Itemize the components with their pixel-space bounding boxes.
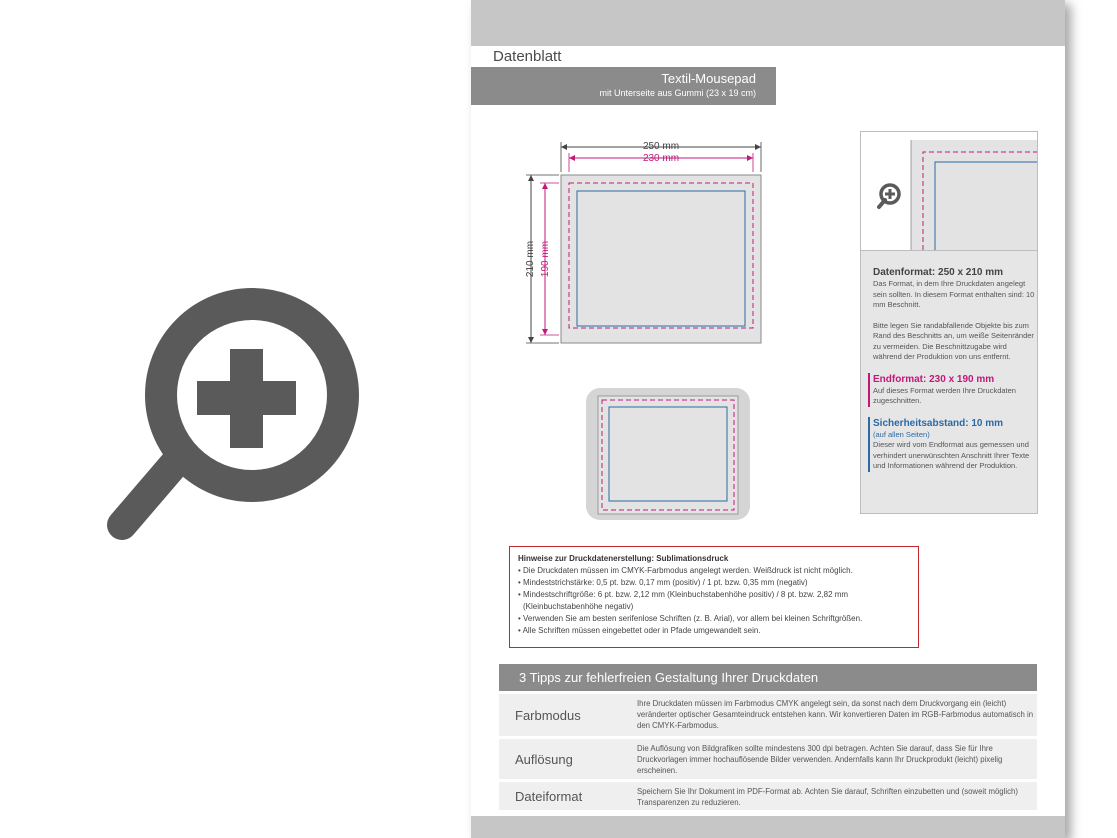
format-diagram	[521, 130, 781, 530]
zoom-in-icon[interactable]	[879, 185, 899, 207]
height-outer-label: 210 mm	[525, 240, 536, 278]
tips-title: 3 Tipps zur fehlerfreien Gestaltung Ihrer Druckdaten	[499, 664, 1037, 691]
product-name: Textil-Mousepad	[661, 71, 756, 86]
tip-label: Farbmodus	[515, 708, 581, 723]
hint-item: • Die Druckdaten müssen im CMYK-Farbmodus angelegt werden. Weißdruck ist nicht möglich.	[518, 565, 918, 577]
product-bar	[471, 67, 776, 105]
datasheet-page	[471, 0, 1065, 838]
product-subtitle: mit Unterseite aus Gummi (23 x 19 cm)	[599, 88, 756, 98]
tip-label: Auflösung	[515, 752, 573, 767]
datenformat-title: Datenformat: 250 x 210 mm	[873, 267, 1004, 278]
tip-row-aufloesung	[499, 739, 1037, 779]
tips-table	[499, 664, 1037, 810]
page-title: Datenblatt	[471, 46, 591, 67]
hints-title: Hinweise zur Druckdatenerstellung: Sublimationsdruck	[518, 554, 729, 563]
tip-text: Ihre Druckdaten müssen im Farbmodus CMYK angelegt sein, da sonst nach dem Druckvorgang ein (leicht) veränderter optischer Gesamteindruck entstehen kann. Wir konvertieren Daten im RGB-Farbmodus automatisch in den CMYK-Farbmodus.	[637, 699, 1034, 730]
endformat-text: Auf dieses Format werden Ihre Druckdaten zugeschnitten.	[873, 385, 1016, 405]
sicherheitsabstand-title: Sicherheitsabstand: 10 mm	[873, 417, 1004, 429]
datenformat-text: Das Format, in dem Ihre Druckdaten angelegt sein sollten. In diesem Format enthalten sind: 10 mm Beschnitt.	[873, 279, 1035, 309]
format-info-panel	[860, 131, 1038, 514]
hint-item: • Mindestschriftgröße: 6 pt. bzw. 2,12 mm (Kleinbuchstabenhöhe positiv) / 8 pt. bzw. 2,82 mm (Kleinbuchstabenhöhe negativ)	[518, 589, 918, 613]
datenformat-text-2: Bitte legen Sie randabfallende Objekte bis zum Rand des Beschnitts an, um weiße Seitenränder zu vermeiden. Die Beschnittzugabe wird während der Produktion von uns entfernt.	[873, 320, 1034, 361]
height-inner-label: 190 mm	[540, 240, 551, 278]
corner-preview	[861, 132, 1037, 251]
zoom-in-icon[interactable]	[100, 275, 360, 550]
tip-row-dateiformat	[499, 782, 1037, 810]
width-inner-label: 230 mm	[642, 153, 680, 164]
hint-item: • Alle Schriften müssen eingebettet oder in Pfade umgewandelt sein.	[518, 625, 918, 637]
width-outer-label: 250 mm	[642, 141, 680, 152]
tip-row-farbmodus	[499, 694, 1037, 736]
sicherheitsabstand-text: Dieser wird vom Endformat aus gemessen und verhindert unerwünschten Anschnitt Ihrer Texte und Informationen während der Produktion.	[873, 440, 1030, 470]
sicherheitsabstand-sub: (auf allen Seiten)	[873, 429, 930, 439]
footer-band	[471, 816, 1065, 838]
print-hints-box	[509, 546, 919, 648]
header-band	[471, 0, 1065, 46]
tip-text: Die Auflösung von Bildgrafiken sollte mindestens 300 dpi betragen. Achten Sie darauf, dass Sie für Ihre Druckvorlagen immer hochauflösende Bilder verwenden. Andernfalls kann Ihr Druckprodukt (leicht) pixelig erscheinen.	[637, 744, 1003, 775]
endformat-title: Endformat: 230 x 190 mm	[873, 373, 995, 385]
hint-item: • Mindeststrichstärke: 0,5 pt. bzw. 0,17 mm (positiv) / 1 pt. bzw. 0,35 mm (negativ)	[518, 577, 918, 589]
hint-item: • Verwenden Sie am besten serifenlose Schriften (z. B. Arial), vor allem bei kleinen Schriftgrößen.	[518, 613, 918, 625]
tip-label: Dateiformat	[515, 789, 583, 804]
tip-text: Speichern Sie Ihr Dokument im PDF-Format ab. Achten Sie darauf, Schriften einzubetten und (soweit möglich) Transparenzen zu reduzieren.	[637, 787, 1018, 807]
